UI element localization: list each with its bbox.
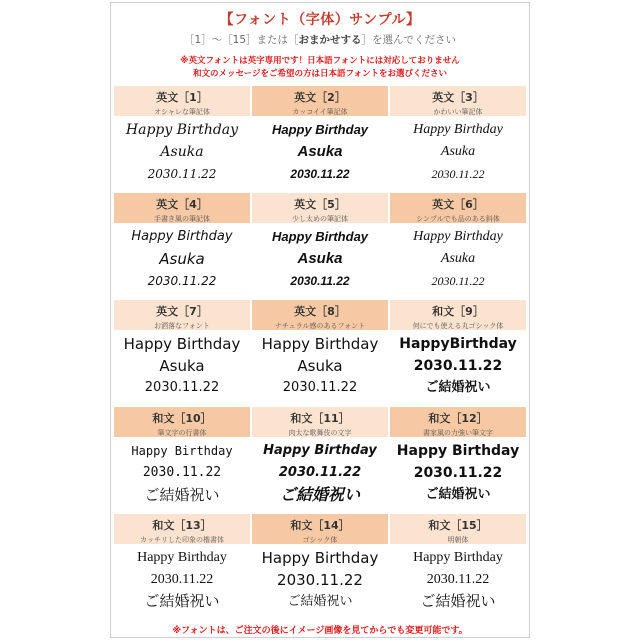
font-description: 何にでも使える丸ゴシック体 <box>412 322 504 330</box>
font-description: かわいい筆記体 <box>433 108 483 116</box>
font-card-header <box>114 514 250 544</box>
font-number-label: 和文［15］ <box>428 519 488 532</box>
font-sample-preview <box>118 116 246 189</box>
font-number-label: 英文［4］ <box>156 198 208 211</box>
sample-line: 2030.11.22 <box>142 465 222 480</box>
font-card-6 <box>390 193 526 298</box>
font-sample-preview <box>394 223 522 296</box>
font-card-2 <box>252 86 388 191</box>
font-card-15 <box>390 514 526 619</box>
sample-line: ご結婚祝い <box>287 594 353 609</box>
font-description: 少し太めの筆記体 <box>292 215 348 223</box>
font-description: 筆文字の行書体 <box>157 429 207 437</box>
font-description: ナチュラル感のあるフォント <box>274 322 366 330</box>
sample-line: Happy Birthday <box>131 229 233 244</box>
font-card-10 <box>114 407 250 512</box>
font-description: ゴシック体 <box>302 536 338 544</box>
sample-line: 2030.11.22 <box>282 380 358 395</box>
sample-line: 2030.11.22 <box>431 167 485 181</box>
font-card-9 <box>390 300 526 405</box>
subtitle-omakase: おまかせする <box>298 34 362 46</box>
font-description: お洒落なフォント <box>154 322 210 330</box>
font-sample-preview <box>256 330 384 403</box>
font-card-header <box>114 300 250 330</box>
sample-line: 2030.11.22 <box>278 465 362 480</box>
font-number-label: 和文［9］ <box>432 305 484 318</box>
sample-line: 2030.11.22 <box>426 572 490 587</box>
sample-line: ご結婚祝い <box>279 485 360 504</box>
sample-line: ご結婚祝い <box>425 487 491 502</box>
font-card-12 <box>390 407 526 512</box>
font-number-label: 和文［13］ <box>152 519 212 532</box>
sample-line: ご結婚祝い <box>144 594 220 610</box>
sample-line: 2030.11.22 <box>413 358 503 374</box>
sample-line: Asuka <box>159 250 205 268</box>
font-description: 明朝体 <box>447 536 469 544</box>
font-card-header <box>390 300 526 330</box>
font-card-4 <box>114 193 250 298</box>
sample-line: Happy Birthday <box>261 549 379 567</box>
font-number-label: 英文［6］ <box>432 198 484 211</box>
sample-line: Happy Birthday <box>261 335 379 353</box>
change-font-note: ※フォントは、ご注文の後にイメージ画像を見てからでも変更可能です。 <box>172 626 468 636</box>
sample-line: Asuka <box>297 357 343 375</box>
font-number-label: 和文［12］ <box>428 412 488 425</box>
sample-line: Happy Birthday <box>123 335 241 353</box>
sample-line: 2030.11.22 <box>144 380 220 395</box>
sample-line: ご結婚祝い <box>144 486 220 504</box>
font-card-header <box>114 86 250 116</box>
font-card-header <box>252 407 388 437</box>
sample-line: Happy Birthday <box>271 122 369 137</box>
font-card-1 <box>114 86 250 191</box>
sample-line: Asuka <box>160 144 204 160</box>
sample-line: Asuka <box>440 144 476 159</box>
font-sample-preview <box>118 223 246 296</box>
font-number-label: 英文［5］ <box>294 198 346 211</box>
japanese-font-advice: 和文のメッセージをご希望の方は日本語フォントをお選びください <box>192 69 448 79</box>
font-number-label: 和文［10］ <box>152 412 212 425</box>
font-sample-preview <box>118 330 246 403</box>
font-card-3 <box>390 86 526 191</box>
font-card-7 <box>114 300 250 405</box>
font-number-label: 英文［3］ <box>432 91 484 104</box>
font-description: カッチリした印象の楷書体 <box>140 536 224 544</box>
page-title: 【フォント（字体）サンプル】 <box>219 12 421 28</box>
font-sample-preview <box>394 116 522 189</box>
font-card-header <box>252 193 388 223</box>
font-description: オシャレな筆記体 <box>154 108 210 116</box>
sample-line: Happy Birthday <box>413 229 503 244</box>
font-description: 手書き風の筆記体 <box>154 215 210 223</box>
sample-line: Happy Birthday <box>396 443 520 459</box>
sample-line: Asuka <box>440 251 476 266</box>
sample-line: 2030.11.22 <box>290 274 350 288</box>
font-card-13 <box>114 514 250 619</box>
sample-line: 2030.11.22 <box>147 274 217 288</box>
sample-line: Asuka <box>297 143 343 160</box>
font-sample-preview <box>118 437 246 510</box>
sample-line: Asuka <box>297 250 343 267</box>
sample-line: Happy Birthday <box>413 550 503 565</box>
font-sample-preview <box>118 544 246 617</box>
font-card-header <box>252 514 388 544</box>
sample-line: Asuka <box>159 357 205 375</box>
font-card-header <box>252 300 388 330</box>
sample-line: ご結婚祝い <box>425 380 491 395</box>
font-sample-preview <box>256 437 384 510</box>
font-description: 肉太な歌舞伎の文字 <box>288 429 352 437</box>
sample-line: Happy Birthday <box>263 443 377 458</box>
font-card-11 <box>252 407 388 512</box>
sample-line: 2030.11.22 <box>413 465 503 481</box>
sample-line: Happy Birthday <box>131 444 233 458</box>
sample-line: Happy Birthday <box>137 550 227 565</box>
font-sample-preview <box>256 544 384 617</box>
subtitle-suffix: ］を選んでください <box>361 34 457 46</box>
sample-line: Happy Birthday <box>413 122 503 137</box>
font-sample-preview <box>256 223 384 296</box>
sample-line: 2030.11.22 <box>290 167 350 181</box>
sample-line: 2030.11.22 <box>147 167 217 181</box>
font-card-header <box>390 86 526 116</box>
sample-line: Happy Birthday <box>271 229 369 244</box>
font-card-5 <box>252 193 388 298</box>
font-number-label: 英文［7］ <box>156 305 208 318</box>
font-card-14 <box>252 514 388 619</box>
sample-line: Happy Birthday <box>125 122 239 138</box>
sample-line: 2030.11.22 <box>150 572 214 587</box>
font-number-label: 英文［1］ <box>156 91 208 104</box>
font-description: 書家風の力強い筆文字 <box>423 429 493 437</box>
sample-line: 2030.11.22 <box>277 571 363 589</box>
sample-line: 2030.11.22 <box>431 274 485 288</box>
sample-line: HappyBirthday <box>399 336 517 352</box>
font-sample-preview <box>394 330 522 403</box>
sample-line: ご結婚祝い <box>420 594 496 610</box>
font-card-8 <box>252 300 388 405</box>
font-number-label: 英文［2］ <box>294 91 346 104</box>
font-card-header <box>390 407 526 437</box>
font-card-header <box>390 514 526 544</box>
page-subtitle <box>111 32 529 47</box>
font-card-header <box>114 407 250 437</box>
font-number-label: 和文［11］ <box>290 412 350 425</box>
font-sample-preview <box>256 116 384 189</box>
font-card-header <box>114 193 250 223</box>
font-sample-preview <box>394 544 522 617</box>
font-description: シンプルでも品のある斜体 <box>416 215 500 223</box>
font-number-label: 英文［8］ <box>294 305 346 318</box>
subtitle-prefix: ［1］～［15］または［ <box>183 34 299 46</box>
font-card-header <box>390 193 526 223</box>
font-number-label: 和文［14］ <box>290 519 350 532</box>
font-card-header <box>252 86 388 116</box>
font-description: カッコイイ筆記体 <box>292 108 348 116</box>
font-sample-sheet <box>110 2 530 638</box>
font-sample-preview <box>394 437 522 510</box>
english-only-warning: ※英文フォントは英字専用です！日本語フォントには対応しておりません <box>180 56 460 66</box>
